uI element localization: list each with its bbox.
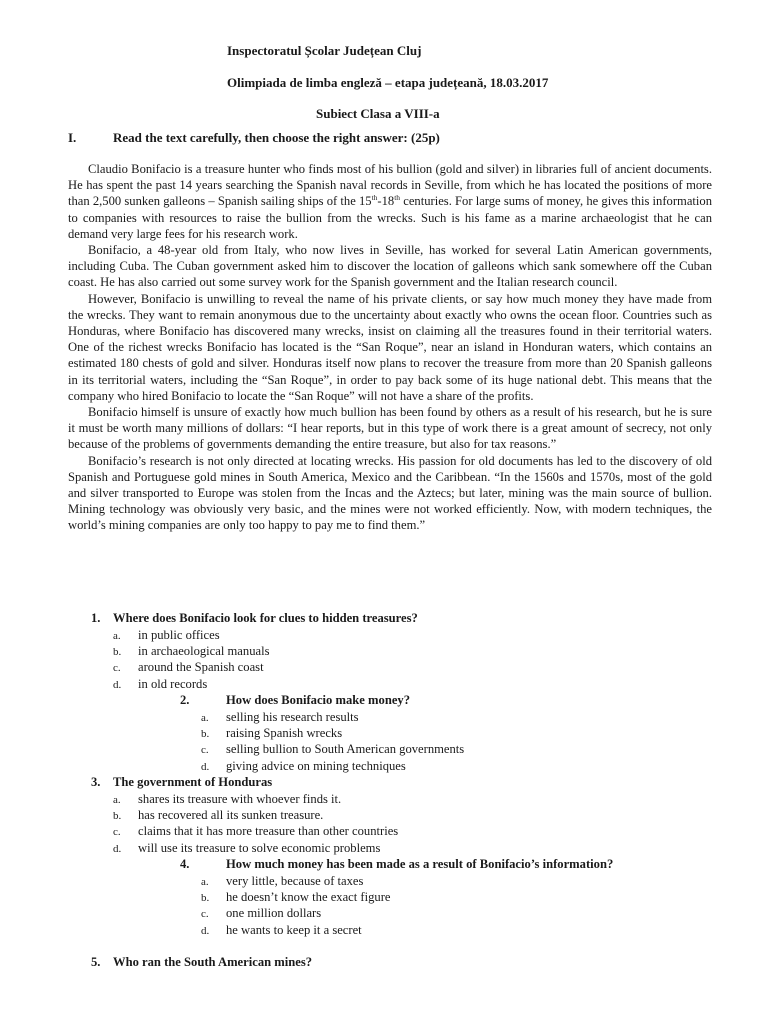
option-letter: a. [201, 712, 209, 724]
question-text: Who ran the South American mines? [113, 955, 313, 969]
option-text: has recovered all its sunken treasure. [138, 808, 324, 823]
superscript-th: th [371, 193, 378, 203]
question-3-options [113, 791, 398, 856]
option-a[interactable] [201, 709, 464, 725]
paragraph-1 [68, 161, 712, 242]
question-number: 2. [180, 693, 190, 707]
option-c[interactable] [201, 905, 390, 921]
question-4-options [201, 873, 390, 938]
option-text: selling his research results [226, 710, 359, 724]
option-text: in archaeological manuals [138, 644, 270, 659]
question-5 [91, 954, 312, 970]
question-1 [91, 610, 418, 626]
option-text: selling bullion to South American governments [226, 742, 465, 757]
question-text: The government of Honduras [113, 775, 273, 789]
option-letter: a. [113, 794, 121, 806]
option-text: in old records [138, 676, 208, 691]
paragraph-5: Bonifacio’s research is not only directed at locating wrecks. His passion for old documents has led to the discovery of old Spanish and Portuguese gold mines in South America, Mexico and the Caribbean. “In the 1560s and 1570s, most of the gold and silver transported to Europe was stolen from the Incas and the Aztecs; but later, mining was the main source of bullion. Mining technology was obviously very basic, and the mines were not worked efficiently. Now, with modern techniques, the world’s mining companies are only too happy to pay me to find them.” [68, 453, 712, 533]
option-letter: c. [113, 826, 121, 839]
option-text: around the Spanish coast [138, 660, 264, 675]
option-text: in public offices [138, 628, 220, 642]
option-d[interactable] [113, 840, 398, 856]
question-number: 3. [91, 775, 101, 789]
question-text: How does Bonifacio make money? [226, 693, 411, 707]
header-inspectorate: Inspectoratul Școlar Județean Cluj [227, 43, 422, 58]
section-number: I. [68, 130, 77, 145]
question-4 [180, 856, 613, 872]
section-instruction: Read the text carefully, then choose the right answer: (25p) [113, 130, 440, 145]
paragraph-3: However, Bonifacio is unwilling to reveal the name of his private clients, or say how much money they have made from the wrecks. They want to remain anonymous due to the uncertainty about exactly who owns the ocean floor. Countries such as Honduras, where Bonifacio has discovered many wrecks, insist on claiming all the treasures found in their territorial waters. One of the richest wrecks Bonifacio has located is the “San Roque”, near an island in Honduran waters, which contains an estimated 180 chests of gold and silver. Honduras itself now plans to recover the treasure from more than 20 Spanish galleons in its territorial waters, including the “San Roque”, in order to pay back some of its huge national debt. This means that the company who hired Bonifacio to locate the “San Roque” will not have a share of the profits. [68, 291, 712, 403]
header-grade: Subiect Clasa a VIII-a [316, 106, 440, 121]
option-a[interactable] [113, 627, 269, 643]
option-d[interactable] [201, 758, 464, 774]
option-d[interactable] [201, 922, 390, 938]
option-b[interactable] [201, 889, 390, 905]
option-c[interactable] [113, 659, 269, 675]
option-letter: d. [113, 842, 122, 855]
option-text: claims that it has more treasure than other countries [138, 824, 399, 839]
question-2-options [201, 709, 464, 774]
option-text: will use its treasure to solve economic problems [138, 840, 381, 855]
option-letter: c. [201, 908, 209, 921]
option-letter: a. [201, 876, 209, 888]
question-text: Where does Bonifacio look for clues to hidden treasures? [113, 611, 418, 625]
superscript-th: th [394, 193, 401, 203]
option-c[interactable] [201, 741, 464, 757]
option-a[interactable] [113, 791, 398, 807]
question-1-options [113, 627, 269, 692]
paragraph-2: Bonifacio, a 48-year old from Italy, who now lives in Seville, has worked for several Latin American governments, including Cuba. The Cuban government asked him to discover the location of galleons which sank somewhere off the Cuban coast. He has also carried out some survey work for the Spanish government and the Italian research council. [68, 243, 712, 290]
option-letter: d. [201, 760, 210, 773]
option-d[interactable] [113, 676, 269, 692]
question-3 [91, 774, 272, 790]
option-letter: a. [113, 630, 121, 642]
option-b[interactable] [201, 725, 464, 741]
option-text: he wants to keep it a secret [226, 922, 362, 937]
option-text: he doesn’t know the exact figure [226, 890, 391, 905]
paragraph-1-part-b: centuries. For large sums of money, he gives this information to companies with resources to raise the bullion from the wrecks. Such is his fame as a marine archaeologist that he can demand very large fees for his research work. [68, 194, 712, 241]
option-text: one million dollars [226, 906, 322, 921]
header-olympiad: Olimpiada de limba engleză – etapa județeană, 18.03.2017 [227, 75, 549, 90]
question-2 [180, 692, 410, 708]
option-letter: c. [201, 744, 209, 757]
paragraph-1-century-range: -18 [377, 194, 395, 209]
option-text: shares its treasure with whoever finds it. [138, 792, 342, 806]
option-a[interactable] [201, 873, 390, 889]
option-b[interactable] [113, 807, 398, 823]
option-letter: d. [201, 924, 210, 937]
question-text: How much money has been made as a result of Bonifacio’s information? [226, 857, 614, 871]
option-letter: b. [201, 728, 210, 741]
section-heading [68, 130, 440, 146]
option-letter: b. [113, 810, 122, 823]
option-letter: b. [113, 646, 122, 659]
option-text: raising Spanish wrecks [226, 726, 343, 741]
question-number: 4. [180, 857, 190, 871]
reading-text [68, 161, 712, 534]
option-c[interactable] [113, 823, 398, 839]
question-number: 5. [91, 955, 101, 969]
option-text: giving advice on mining techniques [226, 758, 406, 773]
option-letter: c. [113, 662, 121, 675]
paragraph-1-part-a: Claudio Bonifacio is a treasure hunter who finds most of his bullion (gold and silver) in libraries full of ancient documents. He has spent the past 14 years searching the Spanish naval records in Seville, from which he has located the positions of more than 2,500 sunken galleons – Spanish sailing ships of the 15 [68, 162, 712, 209]
option-letter: b. [201, 892, 210, 905]
option-b[interactable] [113, 643, 269, 659]
option-text: very little, because of taxes [226, 874, 364, 888]
paragraph-4: Bonifacio himself is unsure of exactly how much bullion has been found by others as a result of his research, but he is sure it must be worth many millions of dollars: “I hear reports, but in this type of work there is a great amount of secrecy, not only because of the problems of governments demanding the entire treasure, but also for tax reasons.” [68, 405, 712, 452]
option-letter: d. [113, 678, 122, 691]
question-number: 1. [91, 611, 101, 625]
